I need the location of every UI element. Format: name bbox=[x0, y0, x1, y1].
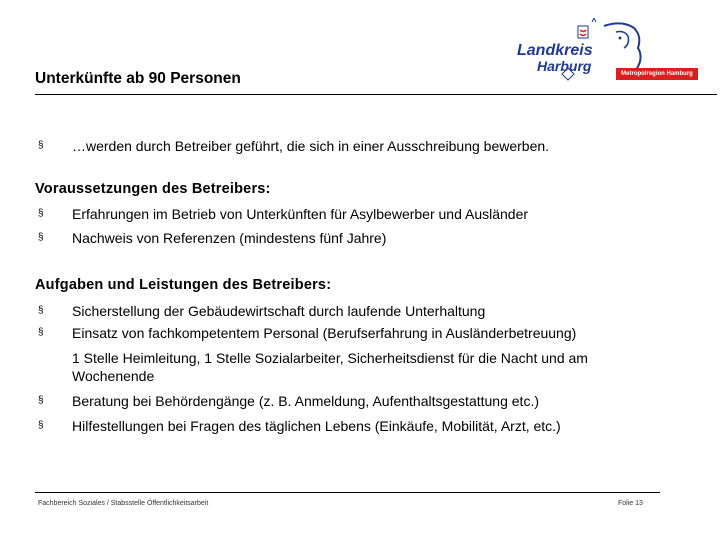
header-divider bbox=[35, 94, 717, 95]
section1-item: Erfahrungen im Betrieb von Unterkünften für Asylbewerber und Ausländer bbox=[72, 206, 529, 222]
page-title: Unterkünfte ab 90 Personen bbox=[35, 70, 241, 87]
section2-item: Einsatz von fachkompetentem Personal (Berufserfahrung in Ausländerbetreuung) bbox=[72, 325, 577, 341]
section2-heading: Aufgaben und Leistungen des Betreibers: bbox=[35, 277, 332, 293]
section2-continuation: 1 Stelle Heimleitung, 1 Stelle Sozialarbeiter, Sicherheitsdienst für die Nacht und am bbox=[72, 350, 588, 366]
logo-line1: Landkreis bbox=[517, 42, 593, 59]
district-logo bbox=[512, 18, 702, 88]
section2-bullet: § bbox=[38, 327, 44, 338]
section1-item: Nachweis von Referenzen (mindestens fünf Jahre) bbox=[72, 230, 387, 246]
footer-department: Fachbereich Soziales / Stabsstelle Öffentlichkeitsarbeit bbox=[38, 500, 209, 507]
section2-bullet: § bbox=[38, 420, 44, 431]
intro-bullet: § bbox=[38, 140, 44, 151]
intro-text: …werden durch Betreiber geführt, die sich in einer Ausschreibung bewerben. bbox=[72, 138, 550, 154]
footer-divider bbox=[35, 492, 660, 493]
footer-page-number: Folie 13 bbox=[618, 500, 643, 507]
section1-bullet: § bbox=[38, 208, 44, 219]
section1-bullet: § bbox=[38, 232, 44, 243]
section2-continuation: Wochenende bbox=[72, 368, 155, 384]
metropolregion-badge: Metropolregion Hamburg bbox=[616, 68, 698, 80]
section2-bullet: § bbox=[38, 305, 44, 316]
section2-item: Sicherstellung der Gebäudewirtschaft durch laufende Unterhaltung bbox=[72, 303, 486, 319]
section1-heading: Voraussetzungen des Betreibers: bbox=[35, 181, 271, 197]
section2-item: Hilfestellungen bei Fragen des täglichen Lebens (Einkäufe, Mobilität, Arzt, etc.) bbox=[72, 418, 561, 434]
logo-line2: Harburg bbox=[537, 58, 592, 74]
section2-bullet: § bbox=[38, 395, 44, 406]
section2-item: Beratung bei Behördengänge (z. B. Anmeldung, Aufenthaltsgestattung etc.) bbox=[72, 393, 539, 409]
